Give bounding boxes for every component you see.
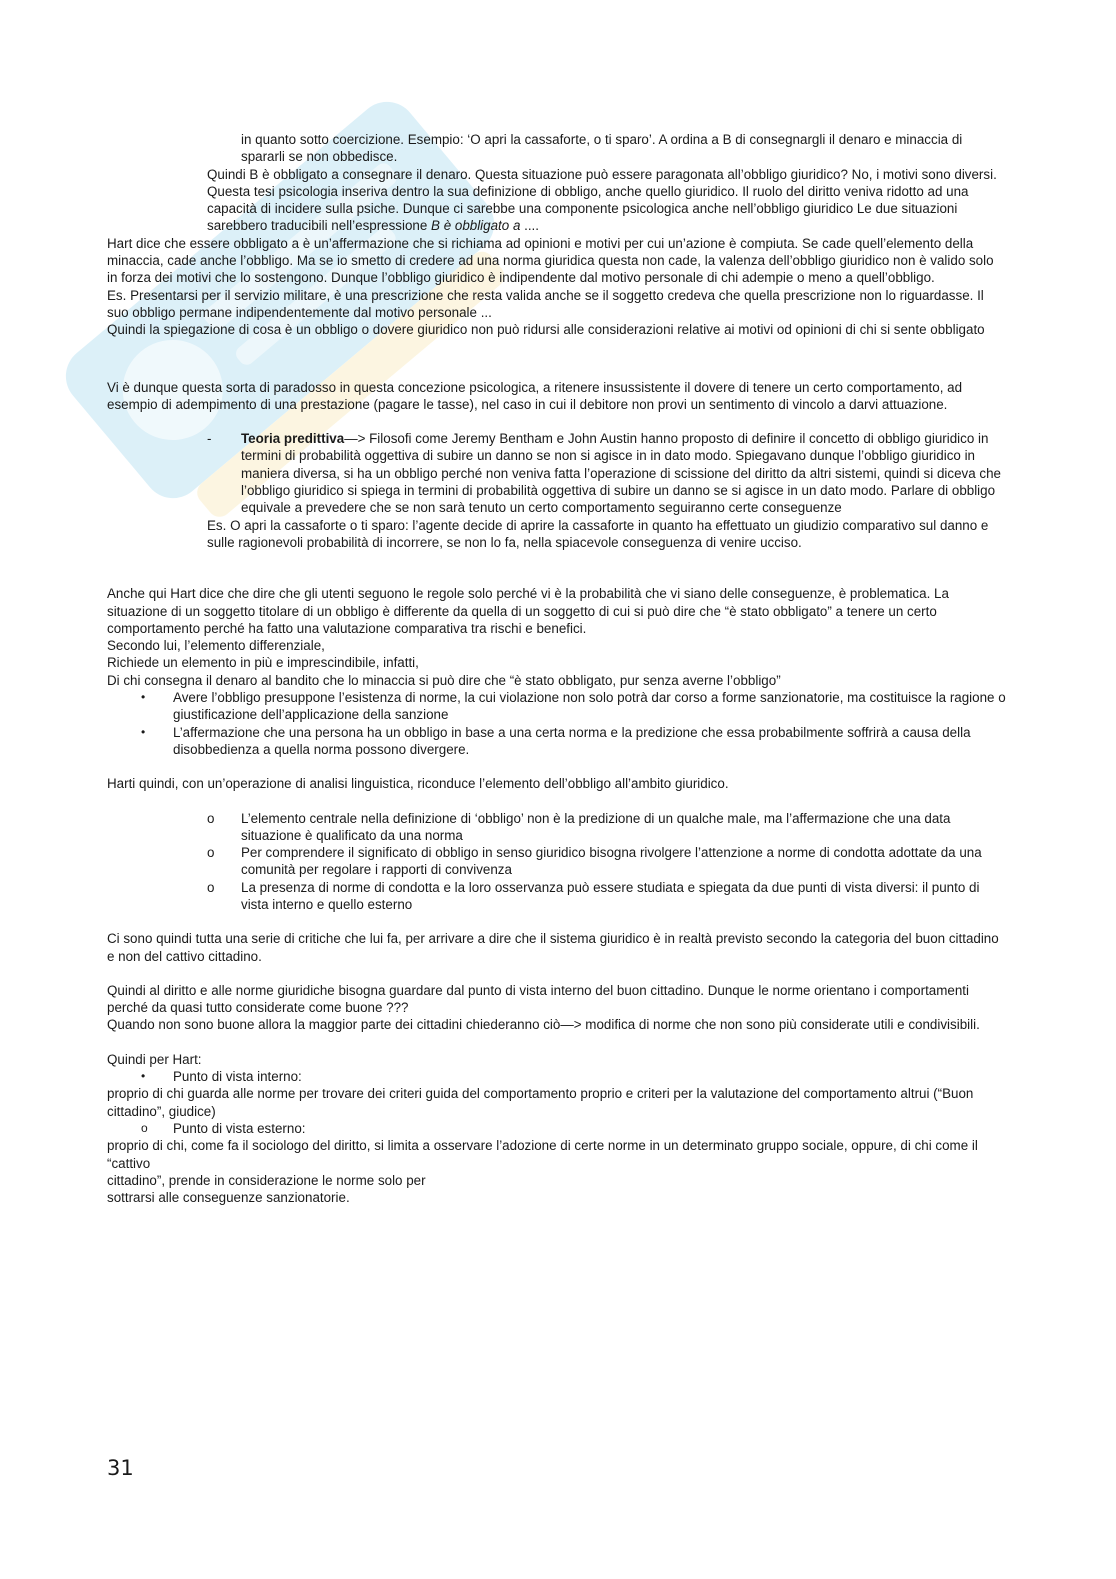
paragraph: in quanto sotto coercizione. Esempio: ‘O apri la cassaforte, o ti sparo’. A ordina a B di consegnargli il denaro e minaccia di spararli se non obbedisce.: [241, 132, 963, 165]
paragraph: Es. O apri la cassaforte o ti sparo: l’agente decide di aprire la cassaforte in quanto ha effettuato un giudizio comparativo sul danno e sulle ragionevoli probabilità di incorrere, se non lo fa, nella spiacevole conseguenza di venire ucciso.: [207, 517, 989, 550]
paragraph: Harti quindi, con un’operazione di analisi linguistica, riconduce l’elemento dell’obbligo all’ambito giuridico.: [107, 776, 729, 792]
paragraph: Quindi al diritto e alle norme giuridiche bisogna guardare dal punto di vista interno del buon cittadino. Dunque le norme orientano i comportamenti perché da quasi tutto considerate come buone ???: [107, 982, 969, 1016]
paragraph: Quindi per Hart:: [107, 1051, 202, 1067]
list-item: • Avere l’obbligo presuppone l’esistenza di norme, la cui violazione non solo potrà dar corso a forme sanzionatorie, ma costituisce la ragione o giustificazione dell’applicazione della sanzione: [141, 690, 1006, 723]
list-item: o Punto di vista esterno:: [141, 1120, 306, 1136]
paragraph: Di chi consegna il denaro al bandito che lo minaccia si può dire che “è stato obbligato, pur senza averne l’obbligo”: [107, 672, 781, 688]
bullet-marker: •: [141, 724, 146, 739]
paragraph: Anche qui Hart dice che dire che gli utenti seguono le regole solo perché vi è la probabilità che vi siano delle conseguenze, è problematica. La situazione di un soggetto titolare di un obbligo è differente da quella di un soggetto di cui si può dire che “è stato obbligato” a tenere un certo comportamento perché ha fatto una valutazione comparativa tra rischi e benefici.: [107, 586, 949, 636]
list-item: - Teoria predittiva—> Filosofi come Jeremy Bentham e John Austin hanno proposto di definire il concetto di obbligo giuridico in termini di probabilità oggettiva di subire un danno se non si agisce in in dato modo. Spiegavano dunque l’obbligo giuridico in maniera diversa, si ha un obbligo perché non veniva fatta l’operazione di scissione del diritto da altri sistemi, quindi si diceva che l’obbligo giuridico si spiega in termini di probabilità oggettiva di subire un danno se si agisce in un dato modo. Parlare di obbligo equivale a prevedere che se non sarà tenuto un certo comportamento seguiranno certe conseguenze: [207, 431, 1001, 516]
list-item: • Punto di vista interno:: [141, 1069, 302, 1085]
circle-marker: o: [141, 1120, 148, 1135]
paragraph: Richiede un elemento in più e imprescindibile, infatti,: [107, 655, 419, 671]
paragraph: sottrarsi alle conseguenze sanzionatorie.: [107, 1190, 350, 1206]
list-item: o Per comprendere il significato di obbligo in senso giuridico bisogna rivolgere l’attenzione a norme di condotta adottate da una comunità per regolare i rapporti di convivenza: [207, 845, 982, 878]
bullet-marker: •: [141, 690, 146, 705]
document-body: [107, 131, 1007, 1206]
bullet-marker: •: [141, 1069, 146, 1084]
paragraph: proprio di chi guarda alle norme per trovare dei criteri guida del comportamento proprio e criteri per la valutazione del comportamento altrui (“Buon cittadino”, giudice): [107, 1086, 974, 1119]
list-item: o L’elemento centrale nella definizione di ‘obbligo’ non è la predizione di un qualche male, ma l’affermazione che una data situazione è qualificato da una norma: [207, 810, 951, 843]
dash-marker: -: [207, 431, 212, 447]
circle-marker: o: [207, 810, 215, 826]
page-number: 31: [107, 1456, 134, 1480]
paragraph: Quando non sono buone allora la maggior parte dei cittadini chiederanno ciò—> modifica di norme che non sono più considerate utili e condivisibili.: [107, 1017, 980, 1033]
list-item: • L’affermazione che una persona ha un obbligo in base a una certa norma e la predizione che essa probabilmente soffrirà a causa della disobbedienza a quella norma possono divergere.: [141, 724, 971, 757]
paragraph: proprio di chi, come fa il sociologo del diritto, si limita a osservare l’adozione di certe norme in un determinato gruppo sociale, oppure, di chi come il “cattivo: [107, 1138, 978, 1171]
paragraph: Questa tesi psicologia inseriva dentro la sua definizione di obbligo, anche quello giuridico. Il ruolo del diritto veniva ridotto ad una capacità di incidere sulla psiche. Dunque ci sarebbe una componente psicologica anche nell’obbligo giuridico Le due situazioni sarebbero traducibili nell’espressione B è obbligato a ....: [207, 183, 969, 234]
paragraph: cittadino”, prende in considerazione le norme solo per: [107, 1172, 426, 1188]
paragraph: Hart dice che essere obbligato a è un’affermazione che si richiama ad opinioni e motivi per cui un’azione è compiuta. Se cade quell’elemento della minaccia, cade anche l’obbligo. Ma se io smetto di credere ad una norma giuridica questa non cade, la valenza dell’obbligo giuridico non è valido solo in forza dei motivi che lo sostengono. Dunque l’obbligo giuridico è indipendente dal motivo personale di chi adempie o meno a quell’obbligo.: [107, 235, 994, 286]
paragraph: Secondo lui, l’elemento differenziale,: [107, 638, 325, 654]
paragraph: Ci sono quindi tutta una serie di critiche che lui fa, per arrivare a dire che il sistema giuridico è in realtà previsto secondo la categoria del buon cittadino e non del cattivo cittadino.: [107, 931, 999, 964]
paragraph: Quindi la spiegazione di cosa è un obbligo o dovere giuridico non può ridursi alle considerazioni relative ai motivi od opinioni di chi si sente obbligato: [107, 322, 985, 338]
list-item: o La presenza di norme di condotta e la loro osservanza può essere studiata e spiegata da due punti di vista diversi: il punto di vista interno e quello esterno: [207, 879, 980, 912]
paragraph: Vi è dunque questa sorta di paradosso in questa concezione psicologica, a ritenere insussistente il dovere di tenere un certo comportamento, ad esempio di adempimento di una prestazione (pagare le tasse), nel caso in cui il debitore non provi un sentimento di vincolo a darvi attuazione.: [107, 379, 963, 412]
paragraph: Es. Presentarsi per il servizio militare, è una prescrizione che resta valida anche se il soggetto credeva che quella prescrizione non lo riguardasse. Il suo obbligo permane indipendentemente dal motivo personale ...: [107, 287, 984, 320]
circle-marker: o: [207, 879, 215, 895]
circle-marker: o: [207, 845, 215, 861]
paragraph: Quindi B è obbligato a consegnare il denaro. Questa situazione può essere paragonata all’obbligo giuridico? No, i motivi sono diversi.: [207, 166, 997, 182]
